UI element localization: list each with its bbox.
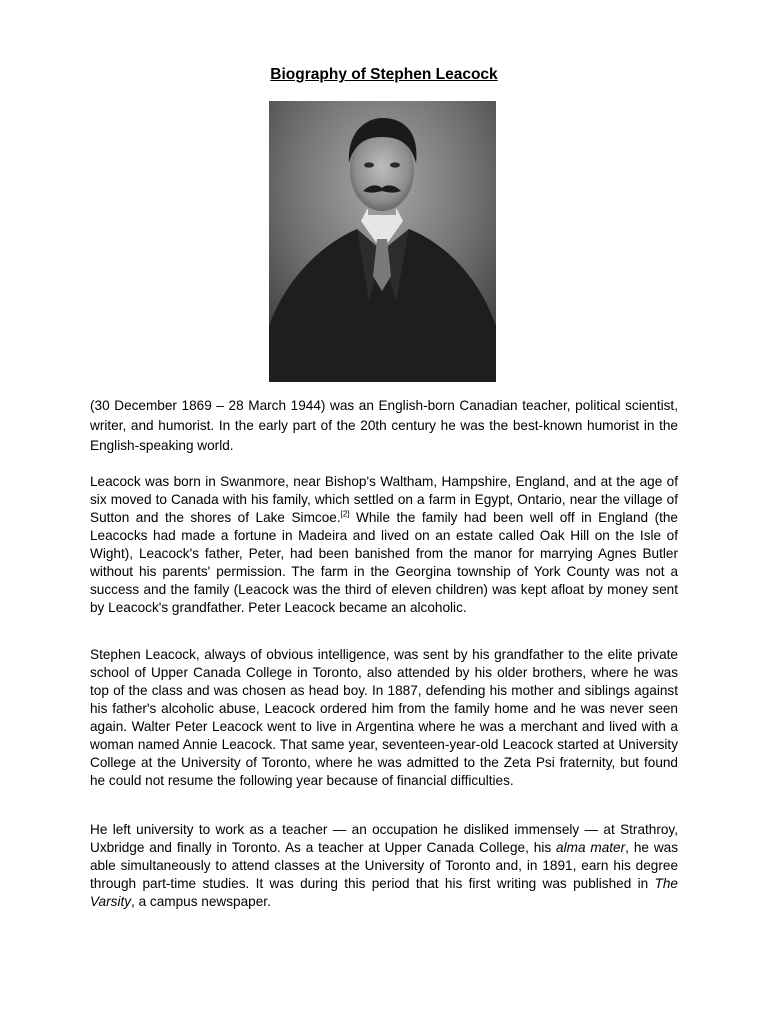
paragraph-education [90,646,678,790]
document-title: Biography of Stephen Leacock [270,66,498,83]
the-varsity-italic: The Varsity [90,876,678,909]
paragraph-education-text: Stephen Leacock, always of obvious intelligence, was sent by his grandfather to the elite private school of Upper Canada College in Toronto, also attended by his older brothers, where he was top of the class and was chosen as head boy. In 1887, defending his mother and siblings against his father's alcoholic abuse, Leacock ordered him from the family home and he was never seen again. Walter Peter Leacock went to live in Argentina where he was a merchant and lived with a woman named Annie Leacock. That same year, seventeen-year-old Leacock started at University College at the University of Toronto, where he was admitted to the Zeta Psi fraternity, but found he could not resume the following year because of financial difficulties. [90,647,678,788]
alma-mater-italic: alma mater [556,840,626,855]
paragraph-early-life-text-a: Leacock was born in Swanmore, near Bishop's Waltham, Hampshire, England, and at the age of six moved to Canada with his family, which settled on a farm in Egypt, Ontario, near the village of Sutton and the shores of Lake Simcoe. [90,474,678,525]
paragraph-teaching [90,821,678,911]
paragraph-intro [90,396,678,456]
portrait-photo [269,101,496,382]
footnote-ref-2[interactable]: [2] [340,509,350,519]
paragraph-teaching-text-b: , he was able simultaneously to attend classes at the University of Toronto and, in 1891, earn his degree through part-time studies. It was during this period that his first writing was published in [90,840,678,891]
paragraph-early-life-text-b: While the family had been well off in England (the Leacocks had made a fortune in Madeira and lived on an estate called Oak Hill on the Isle of Wight), Leacock's father, Peter, had been banished from the manor for marrying Agnes Butler without his parents' permission. The farm in the Georgina township of York County was not a success and the family (Leacock was the third of eleven children) was kept afloat by money sent by Leacock's grandfather. Peter Leacock became an alcoholic. [90,510,678,615]
paragraph-intro-text: (30 December 1869 – 28 March 1944) was an English-born Canadian teacher, political scientist, writer, and humorist. In the early part of the 20th century he was the best-known humorist in the English-speaking world. [90,398,678,453]
paragraph-teaching-text-c: , a campus newspaper. [131,894,271,909]
paragraph-early-life [90,473,678,617]
paragraph-teaching-text-a: He left university to work as a teacher — an occupation he disliked immensely — at Strathroy, Uxbridge and finally in Toronto. As a teacher at Upper Canada College, his [90,822,678,855]
